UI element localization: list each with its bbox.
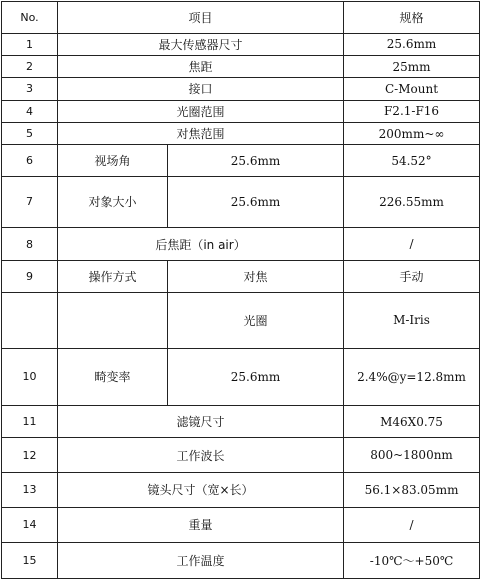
row-item: 对象大小 [58,176,168,227]
row-number: 10 [2,348,58,405]
header-item: 项目 [58,2,344,34]
row-spec: / [344,507,480,543]
table-row [2,261,480,293]
row-number: 14 [2,507,58,543]
header-no: No. [2,2,58,34]
row-number [2,292,58,348]
header-spec: 规格 [344,2,480,34]
row-number: 6 [2,145,58,177]
row-sub: 25.6mm [168,348,344,405]
spec-table [1,1,480,579]
row-item: 工作温度 [58,543,344,579]
row-item: 重量 [58,507,344,543]
row-spec: 226.55mm [344,176,480,227]
row-item: 最大传感器尺寸 [58,33,344,55]
row-item: 接口 [58,78,344,100]
row-item: 焦距 [58,55,344,77]
row-spec: -10℃～+50℃ [344,543,480,579]
table-row [2,405,480,438]
row-item: 对焦范围 [58,123,344,145]
row-sub: 光圈 [168,292,344,348]
row-spec: M-Iris [344,292,480,348]
row-item: 光圈范围 [58,100,344,122]
row-spec: 25.6mm [344,33,480,55]
table-row [2,176,480,227]
table-header-row [2,2,480,34]
row-item: 后焦距（in air） [58,227,344,261]
row-number: 7 [2,176,58,227]
row-item [58,292,168,348]
row-item: 操作方式 [58,261,168,293]
row-spec: C-Mount [344,78,480,100]
row-number: 9 [2,261,58,293]
table-row [2,227,480,261]
row-item: 工作波长 [58,438,344,473]
row-spec: 200mm~∞ [344,123,480,145]
table-row [2,543,480,579]
row-item: 视场角 [58,145,168,177]
row-item: 畸变率 [58,348,168,405]
table-row [2,292,480,348]
row-number: 15 [2,543,58,579]
table-row [2,33,480,55]
row-number: 4 [2,100,58,122]
row-spec: 800~1800nm [344,438,480,473]
row-number: 2 [2,55,58,77]
row-spec: F2.1-F16 [344,100,480,122]
row-item: 镜头尺寸（宽×长） [58,473,344,508]
row-spec: M46X0.75 [344,405,480,438]
row-spec: 56.1×83.05mm [344,473,480,508]
row-sub: 25.6mm [168,145,344,177]
row-sub: 对焦 [168,261,344,293]
row-sub: 25.6mm [168,176,344,227]
table-row [2,473,480,508]
row-number: 1 [2,33,58,55]
table-row [2,438,480,473]
row-number: 8 [2,227,58,261]
row-spec: 2.4%@y=12.8mm [344,348,480,405]
row-number: 11 [2,405,58,438]
row-item: 滤镜尺寸 [58,405,344,438]
row-spec: 手动 [344,261,480,293]
table-row [2,78,480,100]
table-row [2,55,480,77]
table-row [2,507,480,543]
row-number: 3 [2,78,58,100]
row-number: 12 [2,438,58,473]
row-spec: 25mm [344,55,480,77]
row-spec: 54.52° [344,145,480,177]
row-number: 13 [2,473,58,508]
table-row [2,348,480,405]
table-row [2,100,480,122]
table-row [2,123,480,145]
row-number: 5 [2,123,58,145]
table-row [2,145,480,177]
row-spec: / [344,227,480,261]
